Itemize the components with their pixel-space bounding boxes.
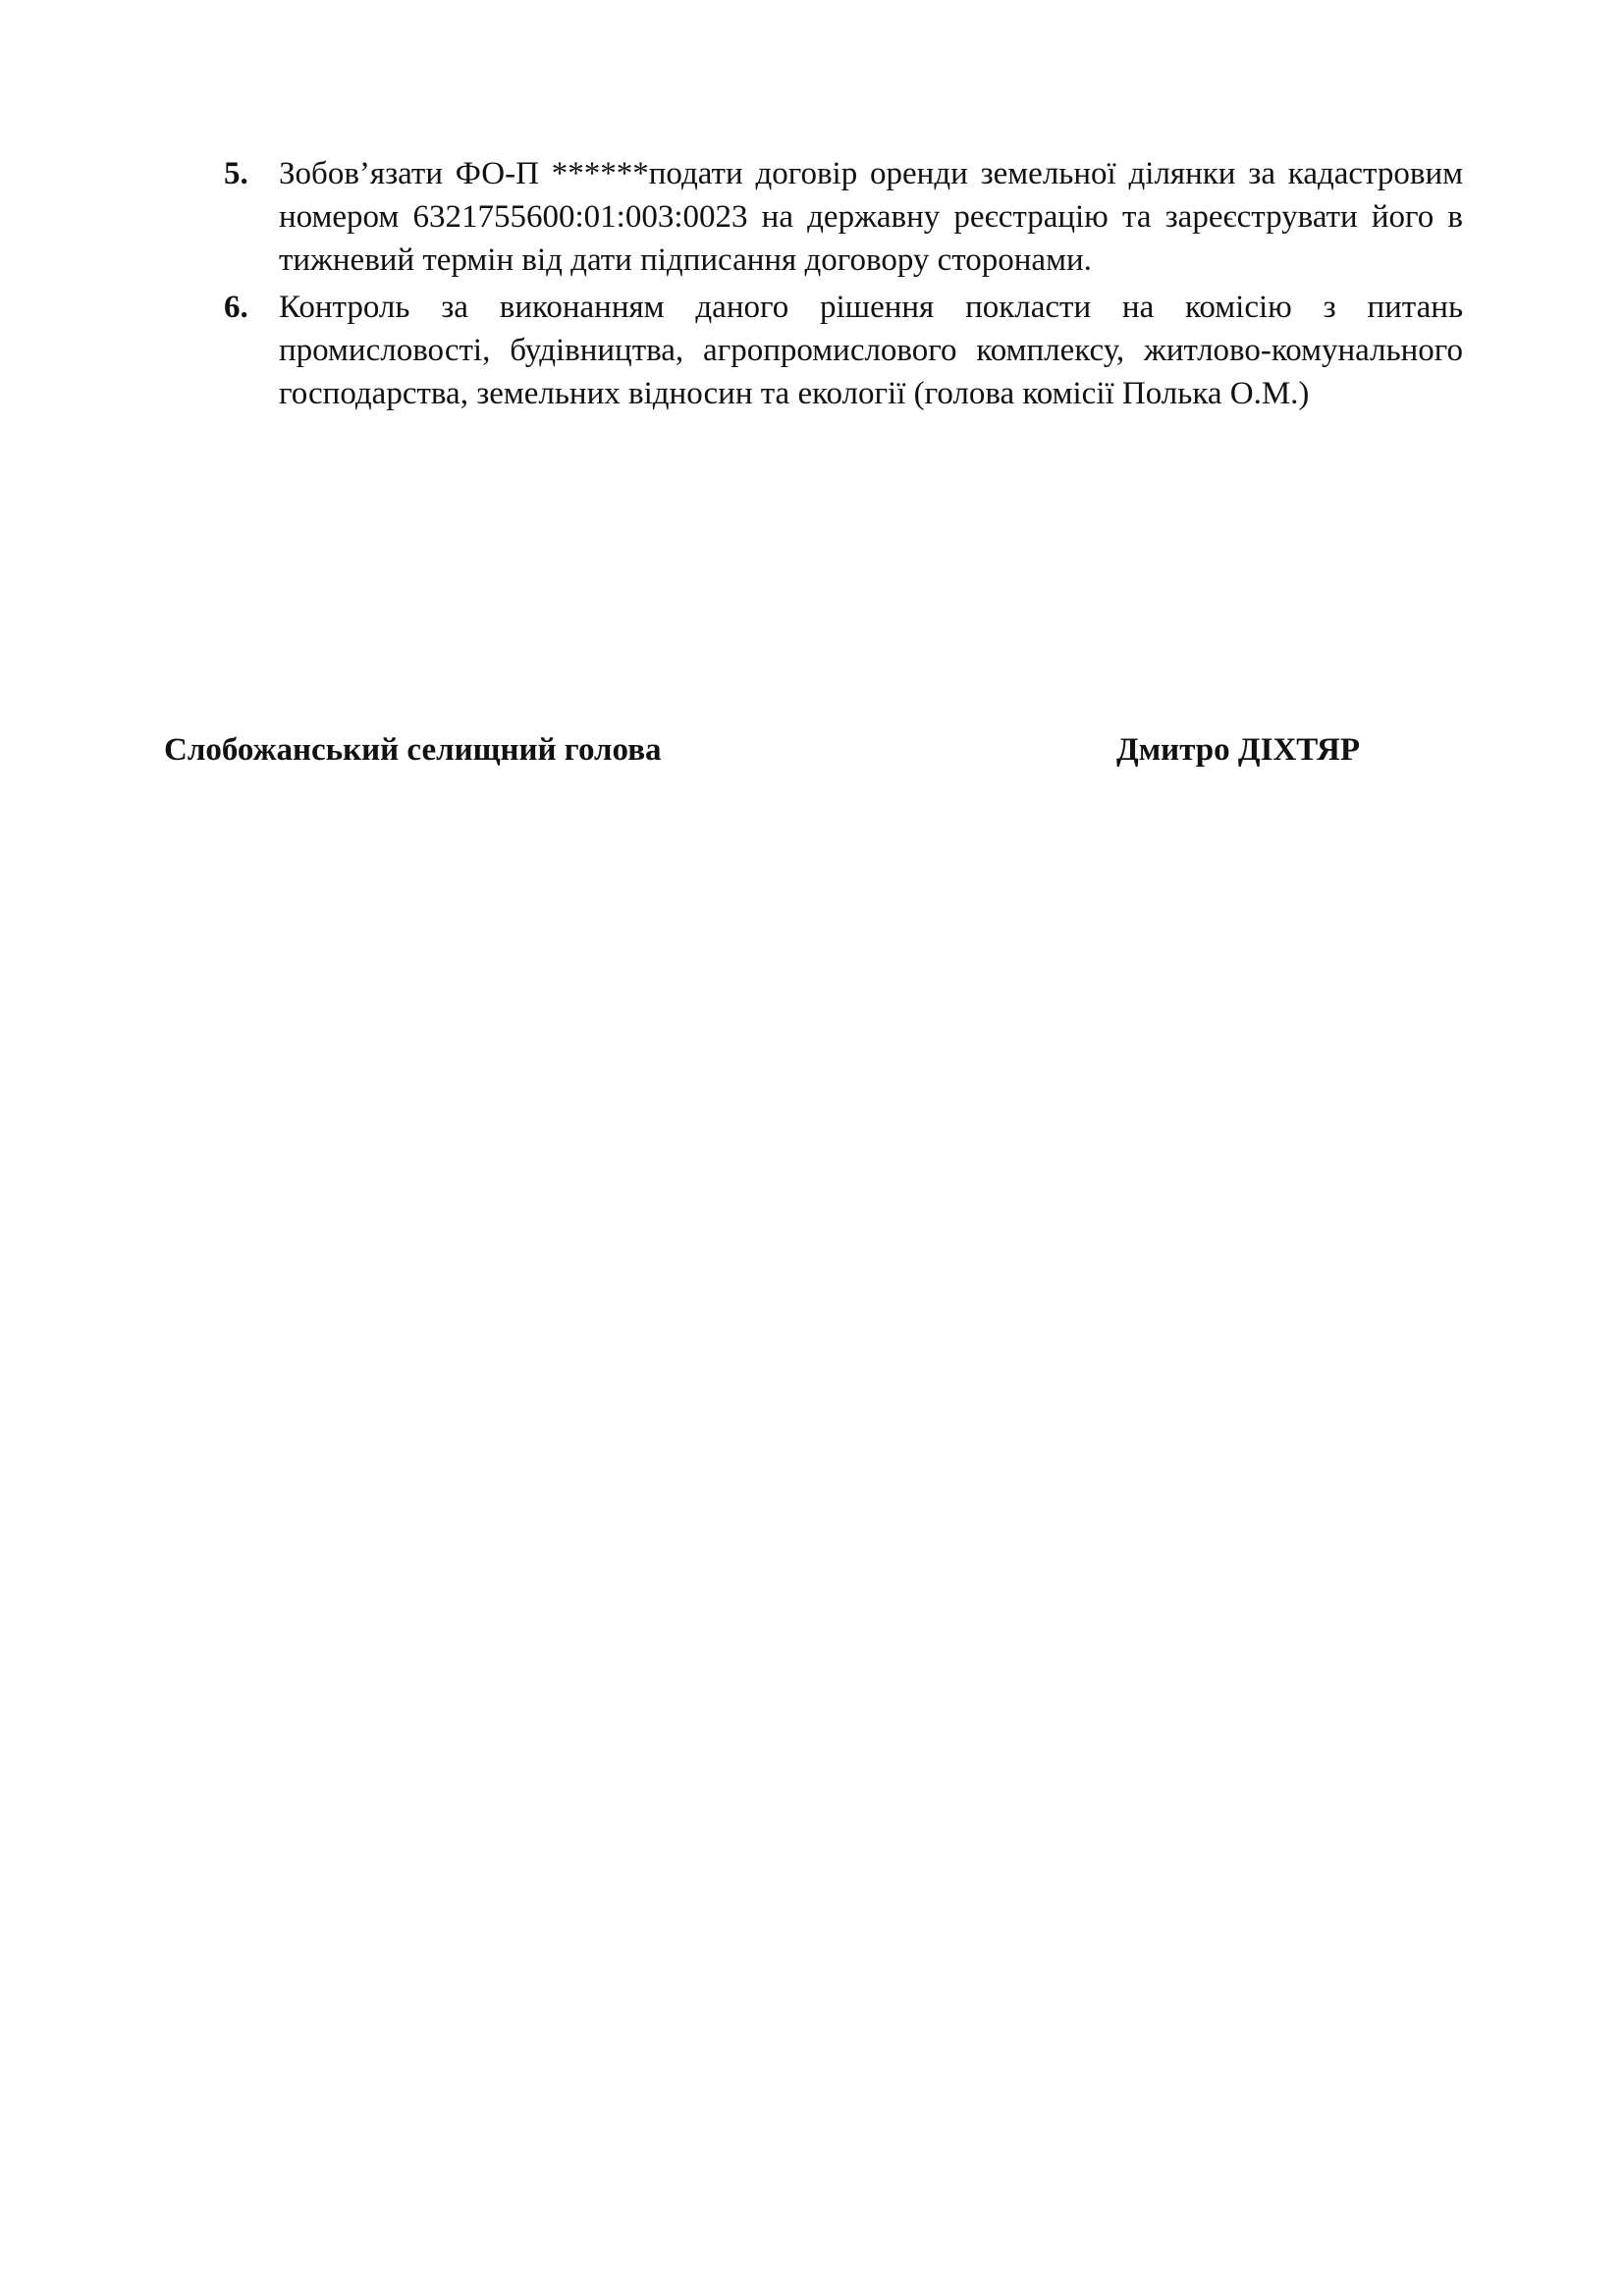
item-text: Зобов’язати ФО-П ******подати договір оренди земельної ділянки за кадастровим номером 6321755600:01:003:0023 на державну реєстрацію та зареєструвати його в тижневий термін від дати підписання договору сторонами. xyxy=(279,156,1463,278)
signatory-position: Слобожанський селищний голова xyxy=(164,732,662,768)
item-text: Контроль за виконанням даного рішення покласти на комісію з питань промисловості, будівництва, агропромислового комплексу, житлово-комунального господарства, земельних відносин та екології (голова комісії Полька О.М.) xyxy=(279,290,1463,411)
item-number: 5. xyxy=(224,156,248,191)
signature-block xyxy=(164,728,1421,777)
signatory-name: Дмитро ДІХТЯР xyxy=(1116,732,1361,768)
list-item xyxy=(224,152,1463,282)
item-number: 6. xyxy=(224,290,248,325)
list-item xyxy=(224,286,1463,415)
decision-items-list xyxy=(224,152,1463,419)
